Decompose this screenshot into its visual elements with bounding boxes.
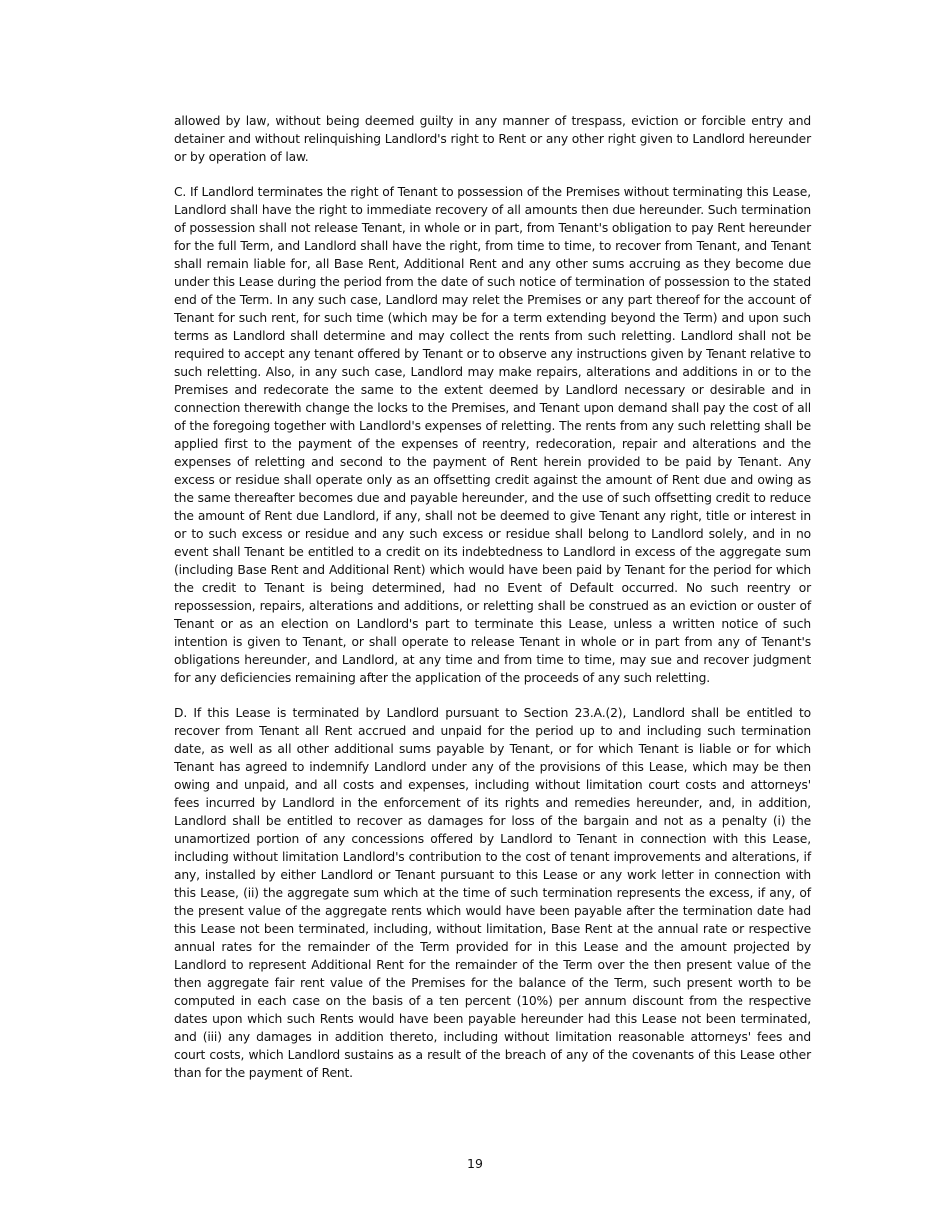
page-number: 19	[467, 1156, 483, 1171]
paragraph-d: D. If this Lease is terminated by Landlord pursuant to Section 23.A.(2), Landlord shall be entitled to recover from Tenant all Rent accrued and unpaid for the period up to and including such termination date, as well as all other additional sums payable by Tenant, or for which Tenant is liable or for which Tenant has agreed to indemnify Landlord under any of the provisions of this Lease, which may be then owing and unpaid, and all costs and expenses, including without limitation court costs and attorneys' fees incurred by Landlord in the enforcement of its rights and remedies hereunder, and, in addition, Landlord shall be entitled to recover as damages for loss of the bargain and not as a penalty (i) the unamortized portion of any concessions offered by Landlord to Tenant in connection with this Lease, including without limitation Landlord's contribution to the cost of tenant improvements and alterations, if any, installed by either Landlord or Tenant pursuant to this Lease or any work letter in connection with this Lease, (ii) the aggregate sum which at the time of such termination represents the excess, if any, of the present value of the aggregate rents which would have been payable after the termination date had this Lease not been terminated, including, without limitation, Base Rent at the annual rate or respective annual rates for the remainder of the Term provided for in this Lease and the amount projected by Landlord to represent Additional Rent for the remainder of the Term over the then present value of the then aggregate fair rent value of the Premises for the balance of the Term, such present worth to be computed in each case on the basis of a ten percent (10%) per annum discount from the respective dates upon which such Rents would have been payable hereunder had this Lease not been terminated, and (iii) any damages in addition thereto, including without limitation reasonable attorneys' fees and court costs, which Landlord sustains as a result of the breach of any of the covenants of this Lease other than for the payment of Rent.	[174, 706, 811, 1080]
paragraph-c: C. If Landlord terminates the right of Tenant to possession of the Premises without terminating this Lease, Landlord shall have the right to immediate recovery of all amounts then due hereunder. Such termination of possession shall not release Tenant, in whole or in part, from Tenant's obligation to pay Rent hereunder for the full Term, and Landlord shall have the right, from time to time, to recover from Tenant, and Tenant shall remain liable for, all Base Rent, Additional Rent and any other sums accruing as they become due under this Lease during the period from the date of such notice of termination of possession to the stated end of the Term. In any such case, Landlord may relet the Premises or any part thereof for the account of Tenant for such rent, for such time (which may be for a term extending beyond the Term) and upon such terms as Landlord shall determine and may collect the rents from such reletting. Landlord shall not be required to accept any tenant offered by Tenant or to observe any instructions given by Tenant relative to such reletting. Also, in any such case, Landlord may make repairs, alterations and additions in or to the Premises and redecorate the same to the extent deemed by Landlord necessary or desirable and in connection therewith change the locks to the Premises, and Tenant upon demand shall pay the cost of all of the foregoing together with Landlord's expenses of reletting. The rents from any such reletting shall be applied first to the payment of the expenses of reentry, redecoration, repair and alterations and the expenses of reletting and second to the payment of Rent herein provided to be paid by Tenant. Any excess or residue shall operate only as an offsetting credit against the amount of Rent due and owing as the same thereafter becomes due and payable hereunder, and the use of such offsetting credit to reduce the amount of Rent due Landlord, if any, shall not be deemed to give Tenant any right, title or interest in or to such excess or residue and any such excess or residue shall belong to Landlord solely, and in no event shall Tenant be entitled to a credit on its indebtedness to Landlord in excess of the aggregate sum (including Base Rent and Additional Rent) which would have been paid by Tenant for the period for which the credit to Tenant is being determined, had no Event of Default occurred. No such reentry or repossession, repairs, alterations and additions, or reletting shall be construed as an eviction or ouster of Tenant or as an election on Landlord's part to terminate this Lease, unless a written notice of such intention is given to Tenant, or shall operate to release Tenant in whole or in part from any of Tenant's obligations hereunder, and Landlord, at any time and from time to time, may sue and recover judgment for any deficiencies remaining after the application of the proceeds of any such reletting.	[174, 185, 811, 685]
document-body	[174, 112, 811, 1099]
paragraph-continuation: allowed by law, without being deemed guilty in any manner of trespass, eviction or forcible entry and detainer and without relinquishing Landlord's right to Rent or any other right given to Landlord hereunder or by operation of law.	[174, 114, 811, 164]
